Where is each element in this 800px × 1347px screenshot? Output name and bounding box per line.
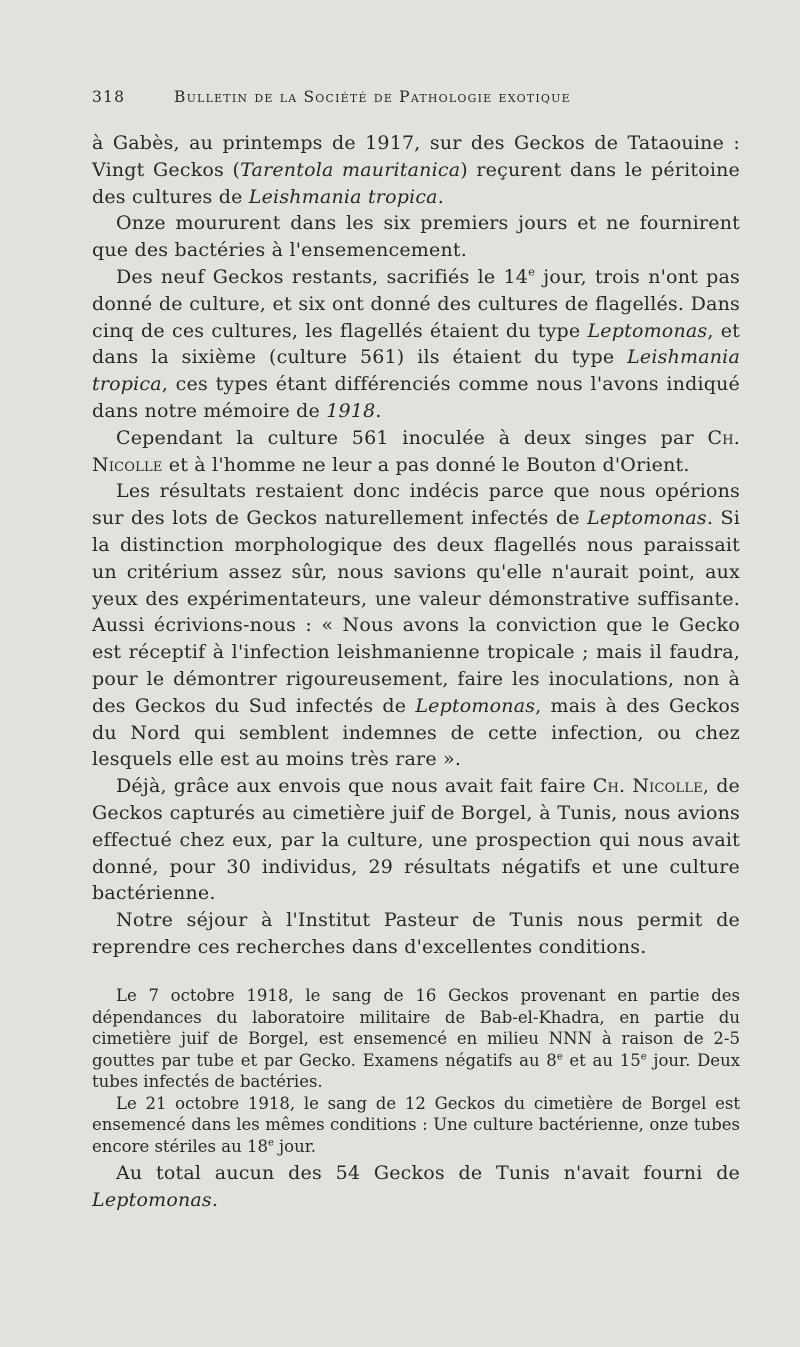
paragraph-5	[92, 478, 740, 773]
note-1	[92, 985, 740, 1093]
genus-name: Leptomonas	[92, 1188, 212, 1211]
text-run: jour, trois n'ont pas donné de culture, et six ont donné des cultures de flagellés. Dans cinq de ces cultures, les flagellés étaient du type	[92, 265, 740, 342]
text-run: , de Geckos capturés au cimetière juif de Borgel, à Tunis, nous avions effectué chez eux, par la culture, une prospection qui nous avait donné, pour 30 individus, 29 résultats négatifs et une culture bactérienne.	[92, 775, 741, 905]
text-run: Des neuf Geckos restants, sacrifiés le 14	[116, 265, 529, 288]
text-run: , mais à des Geckos du Nord qui semblent indemnes de cette infection, ou chez lesquels elle est au moins très rare ».	[92, 694, 741, 771]
paragraph-2: Onze moururent dans les six premiers jours et ne fournirent que des bactéries à l'ensemencement.	[92, 212, 740, 262]
text-run: Le 7 octobre 1918, le sang de 16 Geckos provenant en partie des dépendances du laboratoire militaire de Bab-el-Khadra, en partie du cimetière juif de Borgel, est ensemencé en milieu NNN à raison de 2-5 gouttes par tube et par Gecko. Examens négatifs au 8	[92, 986, 740, 1070]
superscript: e	[528, 264, 536, 279]
text-run: Cependant la culture 561 inoculée à deux singes par	[116, 426, 708, 449]
small-print-notes	[92, 985, 740, 1157]
paragraph-4	[92, 425, 740, 479]
genus-name: Leptomonas	[415, 694, 536, 717]
text-run: et au 15	[562, 1050, 641, 1070]
text-run: ) reçurent dans le péritoine des cultures de	[92, 158, 740, 208]
superscript: e	[267, 1137, 274, 1148]
genus-name: Leptomonas	[587, 319, 708, 342]
year-reference: 1918	[326, 399, 376, 422]
superscript: e	[640, 1051, 647, 1062]
paragraph-1	[92, 130, 740, 210]
text-run: Au total aucun des 54 Geckos de Tunis n'avait fourni de	[116, 1162, 740, 1184]
note-2	[92, 1093, 740, 1158]
page-number: 318	[92, 88, 126, 106]
text-run: Déjà, grâce aux envois que nous avait fait faire	[116, 775, 593, 798]
paragraph-3	[92, 264, 740, 425]
species-name: Tarentola mauritanica	[240, 158, 461, 181]
text-run: jour.	[273, 1136, 317, 1156]
main-text	[92, 130, 740, 961]
text-run: .	[211, 1188, 219, 1211]
species-name: Leishmania tropica	[248, 185, 438, 208]
text-run: , et dans la sixième (culture 561) ils étaient du type	[92, 319, 741, 369]
paragraph-6	[92, 773, 740, 907]
text-run: .	[375, 399, 382, 422]
conclusion-text	[92, 1160, 740, 1214]
text-run: jour. Deux tubes infectés de bactéries.	[92, 1050, 741, 1091]
superscript: e	[556, 1051, 563, 1062]
paragraph-7: Notre séjour à l'Institut Pasteur de Tunis nous permit de reprendre ces recherches dans d'excellentes conditions.	[92, 909, 740, 958]
paragraph-8	[92, 1160, 740, 1214]
text-run: Les résultats restaient donc indécis parce que nous opérions sur des lots de Geckos naturellement infectés de	[92, 480, 740, 530]
text-run: . Si la distinction morphologique des deux flagellés nous paraissait un critérium assez sûr, nous savions qu'elle n'aurait point, aux yeux des expérimentateurs, une valeur démonstrative suffisante. Aussi écrivions-nous : « Nous avons la conviction que le Gecko est réceptif à l'infection leishmanienne tropicale ; mais il faudra, pour le démontrer rigoureusement, faire les inoculations, non à des Geckos du Sud infectés de	[92, 507, 740, 717]
running-title: Bulletin de la Société de Pathologie exotique	[174, 88, 571, 106]
author-name: Ch. Nicolle	[592, 775, 703, 798]
genus-name: Leptomonas	[587, 507, 707, 530]
text-run: Le 21 octobre 1918, le sang de 12 Geckos du cimetière de Borgel est ensemencé dans les mêmes conditions : Une culture bactérienne, onze tubes encore stériles au 18	[92, 1093, 740, 1156]
text-run: et à l'homme ne leur a pas donné le Bouton d'Orient.	[162, 453, 690, 476]
text-run: à Gabès, au printemps de 1917, sur des Geckos de Tataouine : Vingt Geckos (	[92, 132, 740, 181]
text-run: .	[437, 185, 444, 208]
species-name: Leishmania tropica	[92, 346, 740, 396]
author-name: Ch. Nicolle	[92, 426, 740, 476]
running-header	[92, 88, 752, 106]
text-run: , ces types étant différenciés comme nous l'avons indiqué dans notre mémoire de	[92, 373, 740, 422]
